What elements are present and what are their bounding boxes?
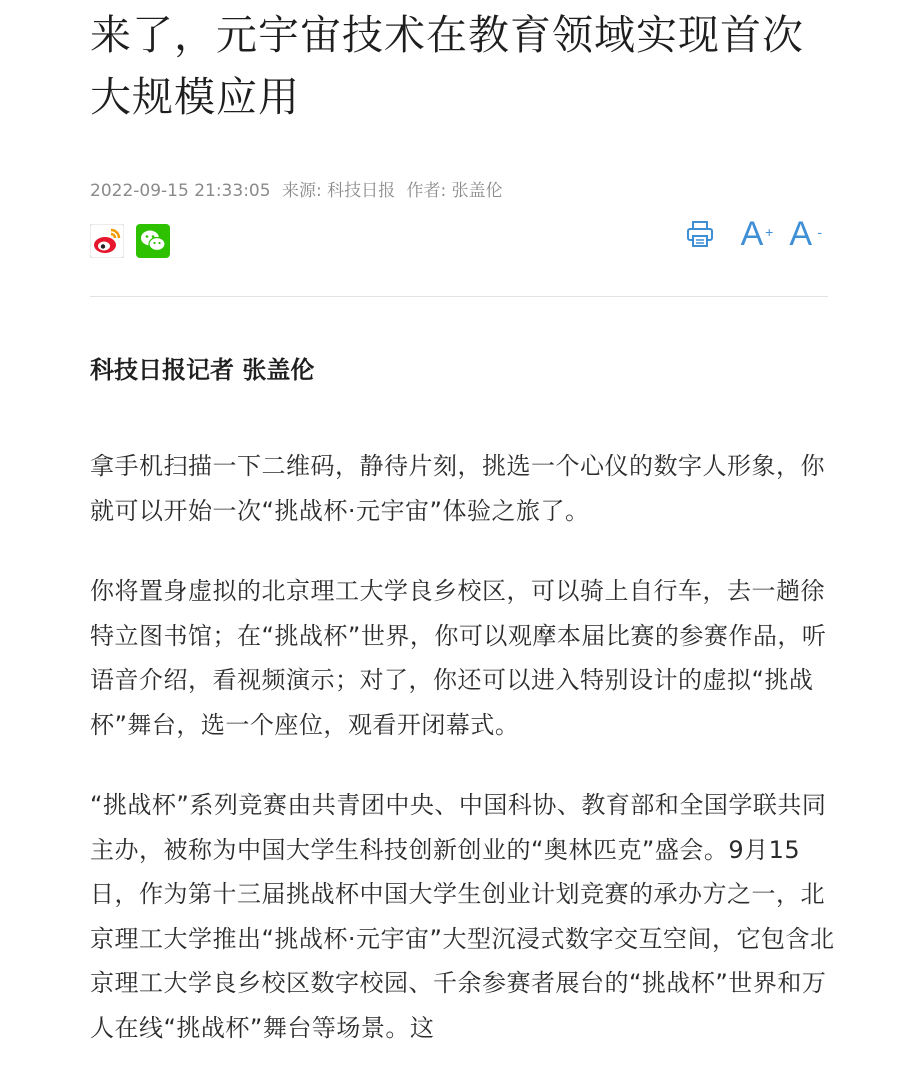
font-increase-label: A <box>740 215 764 253</box>
share-bar <box>90 224 170 258</box>
print-button[interactable] <box>685 219 715 249</box>
article-paragraph: “挑战杯”系列竞赛由共青团中央、中国科协、教育部和全国学联共同主办，被称为中国大学生科技创新创业的“奥林匹克”盛会。9月15日，作为第十三届挑战杯中国大学生创业计划竞赛的承办方之一，北京理工大学推出“挑战杯·元宇宙”大型沉浸式数字交互空间，它包含北京理工大学良乡校区数字校园、千余参赛者展台的“挑战杯”世界和万人在线“挑战杯”舞台等场景。这 <box>90 791 835 1042</box>
article-tools <box>685 214 822 254</box>
font-decrease-sup: - <box>817 224 822 240</box>
weibo-icon[interactable] <box>90 224 124 258</box>
article-byline: 科技日报记者 张盖伦 <box>90 356 315 384</box>
wechat-icon[interactable] <box>136 224 170 258</box>
header-divider <box>90 296 828 297</box>
font-increase-button[interactable] <box>740 214 774 254</box>
publish-datetime: 2022-09-15 21:33:05 <box>90 181 271 201</box>
print-icon <box>685 219 715 249</box>
article-author: 作者: 张盖伦 <box>406 181 503 201</box>
article-source: 来源: 科技日报 <box>281 181 396 201</box>
article-meta <box>90 176 509 201</box>
font-decrease-label: A <box>789 215 812 253</box>
article-paragraph: 你将置身虚拟的北京理工大学良乡校区，可以骑上自行车，去一趟徐特立图书馆；在“挑战杯”世界，你可以观摩本届比赛的参赛作品，听语音介绍，看视频演示；对了，你还可以进入特别设计的虚拟“挑战杯”舞台，选一个座位，观看开闭幕式。 <box>90 577 827 739</box>
font-increase-sup: + <box>765 224 774 240</box>
article-paragraph: 拿手机扫描一下二维码，静待片刻，挑选一个心仪的数字人形象，你就可以开始一次“挑战杯·元宇宙”体验之旅了。 <box>90 452 825 525</box>
article-title: 来了，元宇宙技术在教育领域实现首次大规模应用 <box>90 11 804 121</box>
font-decrease-button[interactable] <box>789 214 822 254</box>
article-body <box>90 346 835 1080</box>
